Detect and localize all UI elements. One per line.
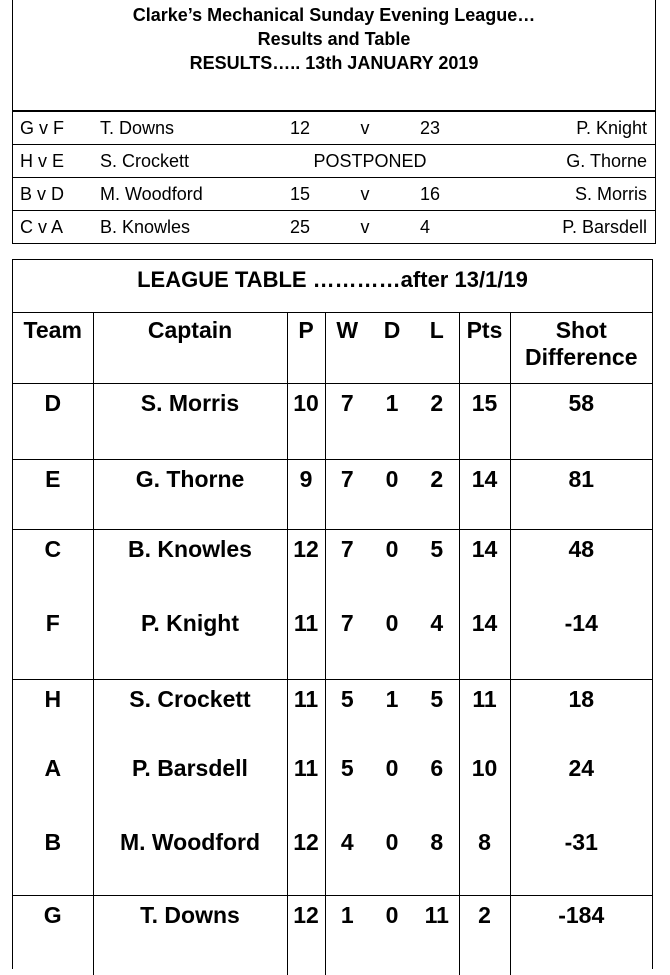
home-score: 15 bbox=[280, 178, 310, 211]
away-captain: G. Thorne bbox=[460, 145, 656, 178]
table-row bbox=[13, 529, 652, 604]
captain: M. Woodford bbox=[93, 823, 287, 895]
shot-difference: 48 bbox=[510, 529, 652, 604]
played: 11 bbox=[287, 679, 325, 749]
drawn: 0 bbox=[385, 755, 399, 781]
team: C bbox=[13, 529, 93, 604]
shot-difference: 81 bbox=[510, 459, 652, 529]
shot-difference: -184 bbox=[510, 895, 652, 975]
lost: 8 bbox=[415, 823, 459, 895]
won: 5 bbox=[325, 679, 369, 749]
away-score: 23 bbox=[420, 112, 460, 145]
league-table bbox=[13, 313, 652, 975]
points: 14 bbox=[459, 604, 510, 679]
shot-difference: -31 bbox=[564, 829, 598, 855]
won: 4 bbox=[340, 829, 354, 855]
league-name: Clarke’s Mechanical Sunday Evening League… bbox=[132, 5, 536, 25]
table-row bbox=[13, 604, 652, 679]
shot-difference: 24 bbox=[568, 755, 595, 781]
played: 11 bbox=[287, 749, 325, 823]
captain: B. Knowles bbox=[93, 529, 287, 604]
drawn: 1 bbox=[385, 389, 399, 416]
shot-difference: 18 bbox=[510, 679, 652, 749]
results-date: RESULTS….. 13th JANUARY 2019 bbox=[189, 53, 479, 73]
shot-difference: -14 bbox=[564, 610, 598, 636]
table-row bbox=[13, 823, 652, 895]
col-points: Pts bbox=[459, 313, 510, 383]
home-captain: M. Woodford bbox=[100, 178, 280, 211]
drawn: 0 bbox=[369, 895, 415, 975]
table-row bbox=[13, 459, 652, 529]
captain: P. Barsdell bbox=[93, 749, 287, 823]
home-captain: T. Downs bbox=[100, 112, 280, 145]
away-captain: S. Morris bbox=[460, 178, 656, 211]
col-played: P bbox=[287, 313, 325, 383]
away-captain: P. Barsdell bbox=[460, 211, 656, 244]
away-score: 4 bbox=[420, 211, 460, 244]
points: 2 bbox=[459, 895, 510, 975]
col-drawn: D bbox=[369, 313, 415, 383]
shot-difference: 58 bbox=[568, 389, 595, 416]
col-team: Team bbox=[13, 313, 93, 383]
fixture: G v F bbox=[13, 112, 101, 145]
fixture: H v E bbox=[13, 145, 101, 178]
won: 1 bbox=[325, 895, 369, 975]
team: B bbox=[13, 823, 93, 895]
won: 7 bbox=[325, 459, 369, 529]
versus: v bbox=[310, 112, 420, 145]
drawn: 1 bbox=[369, 679, 415, 749]
team: D bbox=[13, 383, 93, 459]
points: 14 bbox=[459, 529, 510, 604]
played: 12 bbox=[287, 823, 325, 895]
table-row bbox=[13, 749, 652, 823]
home-score: 12 bbox=[280, 112, 310, 145]
lost: 11 bbox=[415, 895, 459, 975]
lost: 2 bbox=[415, 459, 459, 529]
col-shot-difference bbox=[510, 313, 652, 383]
col-captain: Captain bbox=[93, 313, 287, 383]
points: 10 bbox=[459, 749, 510, 823]
team: F bbox=[13, 604, 93, 679]
table-row bbox=[13, 679, 652, 749]
table-row bbox=[13, 383, 652, 459]
subtitle: Results and Table bbox=[257, 29, 411, 49]
lost: 5 bbox=[415, 529, 459, 604]
versus: v bbox=[310, 178, 420, 211]
drawn: 0 bbox=[385, 610, 399, 636]
won: 7 bbox=[340, 610, 354, 636]
played: 11 bbox=[287, 604, 325, 679]
team: G bbox=[13, 895, 93, 975]
result-row bbox=[13, 145, 656, 178]
result-row bbox=[13, 178, 656, 211]
points: 15 bbox=[459, 383, 510, 459]
captain: P. Knight bbox=[93, 604, 287, 679]
team: E bbox=[13, 459, 93, 529]
col-difference-label: Difference bbox=[525, 344, 638, 370]
captain: S. Crockett bbox=[93, 679, 287, 749]
captain: G. Thorne bbox=[93, 459, 287, 529]
drawn: 0 bbox=[369, 529, 415, 604]
played: 12 bbox=[287, 895, 325, 975]
home-captain: B. Knowles bbox=[100, 211, 280, 244]
played: 9 bbox=[287, 459, 325, 529]
league-table-box bbox=[12, 259, 653, 969]
col-shot-label: Shot bbox=[555, 317, 607, 343]
played: 10 bbox=[287, 383, 325, 459]
points: 11 bbox=[459, 679, 510, 749]
fixture: B v D bbox=[13, 178, 101, 211]
home-captain: S. Crockett bbox=[100, 145, 280, 178]
result-row bbox=[13, 211, 656, 244]
team: H bbox=[13, 679, 93, 749]
fixture: C v A bbox=[13, 211, 101, 244]
won: 5 bbox=[340, 755, 354, 781]
lost: 4 bbox=[415, 604, 459, 679]
result-row bbox=[13, 112, 656, 145]
lost: 6 bbox=[415, 749, 459, 823]
points: 14 bbox=[459, 459, 510, 529]
captain: T. Downs bbox=[93, 895, 287, 975]
league-header-row bbox=[13, 313, 652, 383]
table-row bbox=[13, 895, 652, 975]
header-box bbox=[12, 0, 656, 111]
won: 7 bbox=[325, 529, 369, 604]
team: A bbox=[13, 749, 93, 823]
col-won: W bbox=[325, 313, 369, 383]
captain: S. Morris bbox=[93, 383, 287, 459]
status-postponed: POSTPONED bbox=[280, 145, 460, 178]
points: 8 bbox=[459, 823, 510, 895]
won: 7 bbox=[340, 389, 354, 416]
away-captain: P. Knight bbox=[460, 112, 656, 145]
away-score: 16 bbox=[420, 178, 460, 211]
drawn: 0 bbox=[369, 459, 415, 529]
home-score: 25 bbox=[280, 211, 310, 244]
lost: 5 bbox=[415, 679, 459, 749]
league-table-title: LEAGUE TABLE …………after 13/1/19 bbox=[13, 260, 652, 313]
versus: v bbox=[310, 211, 420, 244]
results-table bbox=[12, 111, 656, 244]
col-lost: L bbox=[415, 313, 459, 383]
lost: 2 bbox=[415, 383, 459, 459]
played: 12 bbox=[287, 529, 325, 604]
drawn: 0 bbox=[385, 829, 399, 855]
